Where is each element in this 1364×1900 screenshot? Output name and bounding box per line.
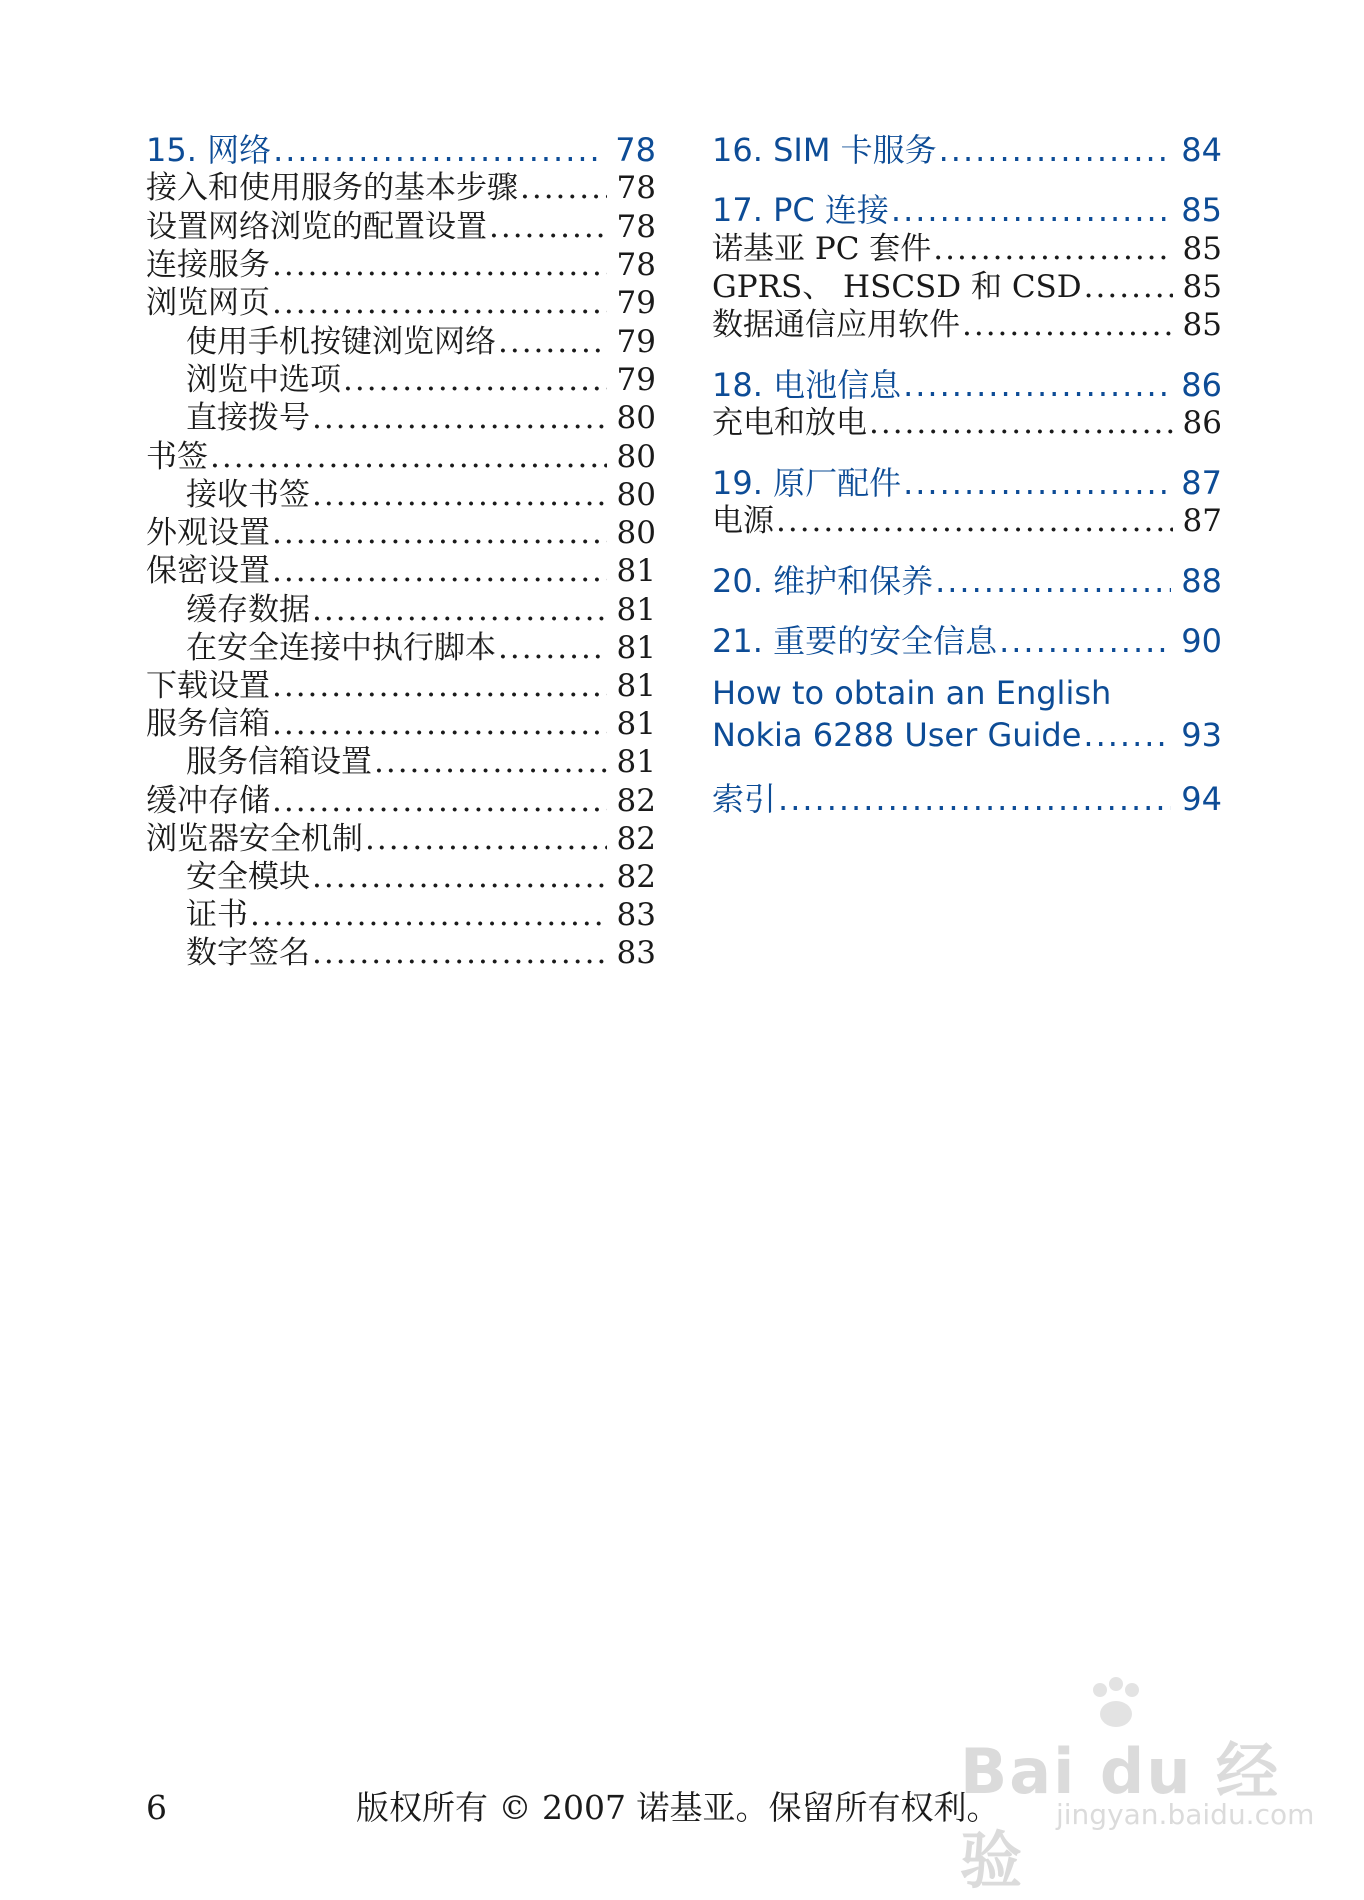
toc-entry[interactable] — [712, 303, 1222, 347]
toc-entry[interactable] — [146, 166, 656, 210]
toc-entry-title: 外观设置 — [146, 515, 270, 551]
toc-entry-title: 证书 — [186, 897, 248, 933]
toc-entry-title: 21. 重要的安全信息 — [712, 622, 998, 660]
toc-entry-title: GPRS、 HSCSD 和 CSD — [712, 269, 1082, 305]
toc-entry-title: 服务信箱 — [146, 706, 270, 742]
toc-entry-page: 81 — [616, 553, 656, 589]
dot-leader — [312, 396, 607, 440]
toc-entry-title: 诺基亚 PC 套件 — [712, 231, 932, 267]
toc-entry-page: 81 — [616, 744, 656, 780]
toc-entry-page: 86 — [1182, 405, 1222, 441]
toc-entry-page: 82 — [616, 821, 656, 857]
toc-entry-page: 85 — [1182, 231, 1222, 267]
toc-entry-title: 保密设置 — [146, 553, 270, 589]
toc-entry-page: 87 — [1181, 464, 1222, 502]
toc-entry-title: 17. PC 连接 — [712, 191, 889, 229]
toc-entry-page: 81 — [616, 630, 656, 666]
dot-leader — [939, 128, 1172, 172]
toc-entry[interactable] — [146, 740, 656, 784]
toc-entry-page: 88 — [1181, 562, 1222, 600]
dot-leader — [962, 303, 1173, 347]
toc-entry[interactable] — [146, 281, 656, 325]
toc-entry[interactable] — [146, 931, 656, 975]
toc-entry-title: 使用手机按键浏览网络 — [186, 324, 496, 360]
toc-entry-title: 数据通信应用软件 — [712, 307, 960, 343]
toc-entry-page: 78 — [616, 209, 656, 245]
toc-entry-title: 在安全连接中执行脚本 — [186, 630, 496, 666]
toc-entry-page: 83 — [616, 897, 656, 933]
toc-entry-title: Nokia 6288 User Guide — [712, 716, 1082, 754]
toc-entry-page: 85 — [1181, 191, 1222, 229]
toc-entry-title: 设置网络浏览的配置设置 — [146, 209, 487, 245]
toc-entry-title: 浏览中选项 — [186, 362, 341, 398]
dot-leader — [869, 401, 1173, 445]
toc-entry-title: 接入和使用服务的基本步骤 — [146, 170, 518, 206]
dot-leader — [935, 559, 1171, 603]
toc-entry-title: 电源 — [712, 503, 774, 539]
toc-entry-page: 81 — [616, 668, 656, 704]
page-number: 6 — [146, 1788, 167, 1827]
toc-entry[interactable] — [712, 499, 1222, 543]
dot-leader — [778, 777, 1171, 821]
toc-entry-title: 索引 — [712, 780, 777, 818]
toc-entry-title: 15. 网络 — [146, 131, 272, 169]
dot-leader — [999, 619, 1171, 663]
dot-leader — [776, 499, 1173, 543]
toc-entry[interactable] — [712, 671, 1222, 715]
toc-entry-page: 78 — [615, 131, 656, 169]
dot-leader — [272, 549, 607, 593]
toc-entry-title: 20. 维护和保养 — [712, 562, 934, 600]
toc-entry-title: 书签 — [146, 439, 208, 475]
toc-entry-title: 连接服务 — [146, 247, 270, 283]
toc-entry[interactable] — [146, 549, 656, 593]
toc-entry-page: 79 — [616, 285, 656, 321]
toc-entry-page: 79 — [616, 362, 656, 398]
dot-leader — [891, 188, 1171, 232]
toc-entry-page: 78 — [616, 247, 656, 283]
watermark-brand: Bai du 经验 — [960, 1735, 1281, 1897]
dot-leader — [1083, 713, 1171, 757]
toc-entry-page: 79 — [616, 324, 656, 360]
toc-entry[interactable] — [712, 559, 1222, 603]
toc-entry[interactable] — [712, 713, 1222, 757]
toc-entry-title: 19. 原厂配件 — [712, 464, 902, 502]
toc-entry[interactable] — [712, 128, 1222, 172]
copyright-notice: 版权所有 © 2007 诺基亚。保留所有权利。 — [356, 1788, 1000, 1827]
toc-entry-title: 16. SIM 卡服务 — [712, 131, 937, 169]
toc-entry-page: 83 — [616, 935, 656, 971]
toc-entry-page: 78 — [616, 170, 656, 206]
toc-entry-page: 80 — [616, 477, 656, 513]
toc-entry-title: 充电和放电 — [712, 405, 867, 441]
toc-entry-title: 缓冲存储 — [146, 783, 270, 819]
toc-entry-title: 服务信箱设置 — [186, 744, 372, 780]
toc-entry-title: How to obtain an English — [712, 674, 1112, 712]
toc-entry-page: 81 — [616, 706, 656, 742]
dot-leader — [312, 931, 607, 975]
toc-entry-page: 86 — [1181, 366, 1222, 404]
watermark-url: jingyan.baidu.com — [1056, 1798, 1315, 1831]
toc-entry-title: 浏览器安全机制 — [146, 821, 363, 857]
toc-entry-page: 93 — [1181, 716, 1222, 754]
baidu-watermark — [960, 1676, 1315, 1897]
toc-entry[interactable] — [712, 188, 1222, 232]
dot-leader — [520, 166, 607, 210]
toc-entry-title: 浏览网页 — [146, 285, 270, 321]
toc-entry-title: 18. 电池信息 — [712, 366, 902, 404]
toc-entry-title: 下载设置 — [146, 668, 270, 704]
toc-entry-page: 87 — [1182, 503, 1222, 539]
toc-entry[interactable] — [712, 619, 1222, 663]
toc-entry-page: 82 — [616, 783, 656, 819]
toc-entry[interactable] — [146, 396, 656, 440]
dot-leader — [374, 740, 607, 784]
toc-entry-page: 80 — [616, 400, 656, 436]
toc-entry-page: 85 — [1182, 269, 1222, 305]
toc-entry-page: 85 — [1182, 307, 1222, 343]
toc-entry-page: 94 — [1181, 780, 1222, 818]
toc-entry-page: 82 — [616, 859, 656, 895]
toc-entry-page: 80 — [616, 439, 656, 475]
toc-entry-page: 84 — [1181, 131, 1222, 169]
dot-leader — [272, 281, 607, 325]
toc-entry-page: 90 — [1181, 622, 1222, 660]
toc-entry-page: 81 — [616, 592, 656, 628]
toc-entry-title: 直接拨号 — [186, 400, 310, 436]
toc-entry-title: 缓存数据 — [186, 592, 310, 628]
toc-entry[interactable] — [712, 401, 1222, 445]
toc-entry[interactable] — [712, 777, 1222, 821]
toc-entry-page: 80 — [616, 515, 656, 551]
toc-entry-title: 安全模块 — [186, 859, 310, 895]
toc-entry-title: 数字签名 — [186, 935, 310, 971]
toc-entry-title: 接收书签 — [186, 477, 310, 513]
